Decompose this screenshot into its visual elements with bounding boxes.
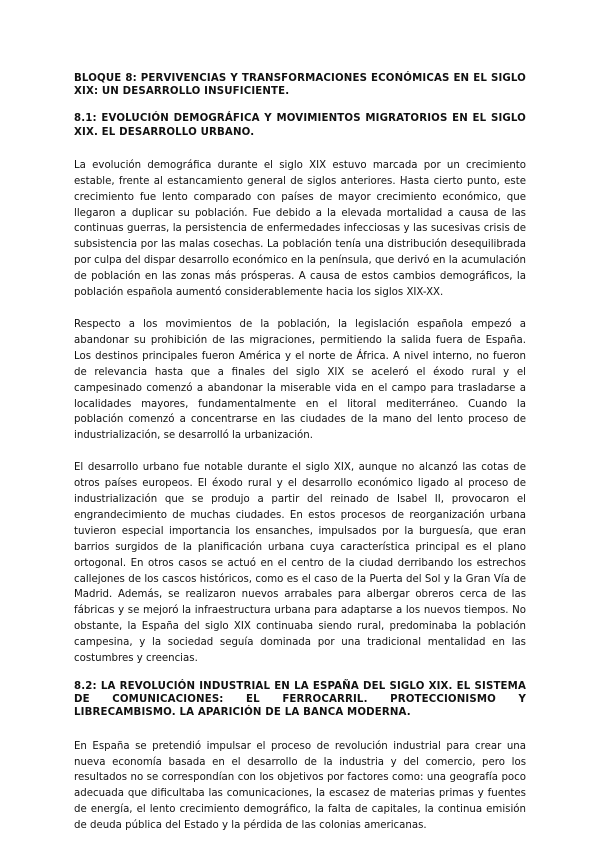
block-title: BLOQUE 8: PERVIVENCIAS Y TRANSFORMACIONES ECONÓMICAS EN EL SIGLO XIX: UN DESARROLLO INSUFICIENTE.	[74, 73, 526, 98]
paragraph-industrial-revolution: En España se pretendió impulsar el proceso de revolución industrial para crear una nueva economía basada en el desarrollo de la industria y del comercio, pero los resultados no se correspondían con los objetivos por factores como: una geografía poco adecuada que dificultaba las comunicaciones, la escasez de materias primas y fuentes de energía, el lento crecimiento demográfico, la falta de capitales, la continua emisión de deuda pública del Estado y la pérdida de las colonias americanas.	[74, 740, 526, 832]
section-title-8-2: 8.2: LA REVOLUCIÓN INDUSTRIAL EN LA ESPAÑA DEL SIGLO XIX. EL SISTEMA DE COMUNICACIONES: EL FERROCARRIL. PROTECCIONISMO Y LIBRECAMBISMO. LA APARICIÓN DE LA BANCA MODERNA.	[74, 681, 526, 719]
paragraph-urban-development: El desarrollo urbano fue notable durante el siglo XIX, aunque no alcanzó las cotas de otros países europeos. El éxodo rural y el desarrollo económico ligado al proceso de industrialización que se produjo a partir del reinado de Isabel II, provocaron el engrandecimiento de muchas ciudades. En estos procesos de reorganización urbana tuvieron especial importancia los ensanches, impulsados por la burguesía, que eran barrios surgidos de la planificación urbana cuya característica principal es el plano ortogonal. En otros casos se actuó en el centro de la ciudad derribando los estrechos callejones de los cascos históricos, como es el caso de la Puerta del Sol y la Gran Vía de Madrid. Además, se realizaron nuevos arrabales para albergar obreros cerca de las fábricas y se mejoró la infraestructura urbana para adaptarse a los nuevos tiempos. No obstante, la España del siglo XIX continuaba siendo rural, predominaba la población campesina, y la sociedad seguía dominada por una tradicional mentalidad en las costumbres y creencias.	[74, 462, 526, 665]
paragraph-migration: Respecto a los movimientos de la población, la legislación española empezó a abandonar su prohibición de las migraciones, permitiendo la salida fuera de España. Los destinos principales fueron América y el norte de África. A nivel interno, no fueron de relevancia hasta que a finales del siglo XIX se aceleró el éxodo rural y el campesinado comenzó a abandonar la miserable vida en el campo para trasladarse a localidades mayores, fundamentalmente en el litoral mediterráneo. Cuando la población comenzó a concentrarse en las ciudades de la mano del lento proceso de industrialización, se desarrolló la urbanización.	[74, 318, 526, 442]
section-title-8-1: 8.1: EVOLUCIÓN DEMOGRÁFICA Y MOVIMIENTOS MIGRATORIOS EN EL SIGLO XIX. EL DESARROLLO URBANO.	[74, 113, 526, 138]
paragraph-demographic-evolution: La evolución demográfica durante el siglo XIX estuvo marcada por un crecimiento estable, frente al estancamiento general de siglos anteriores. Hasta cierto punto, este crecimiento fue lento comparado con países de mayor crecimiento económico, que llegaron a duplicar su población. Fue debido a la elevada mortalidad a causa de las continuas guerras, la persistencia de enfermedades infecciosas y las sucesivas crisis de subsistencia por las malas cosechas. La población tenía una distribución desequilibrada por culpa del dispar desarrollo económico en la península, que derivó en la acumulación de población en las zonas más prósperas. A causa de estos cambios demográficos, la población española aumentó considerablemente hacia los siglos XIX-XX.	[74, 159, 526, 299]
document-page	[74, 72, 526, 850]
